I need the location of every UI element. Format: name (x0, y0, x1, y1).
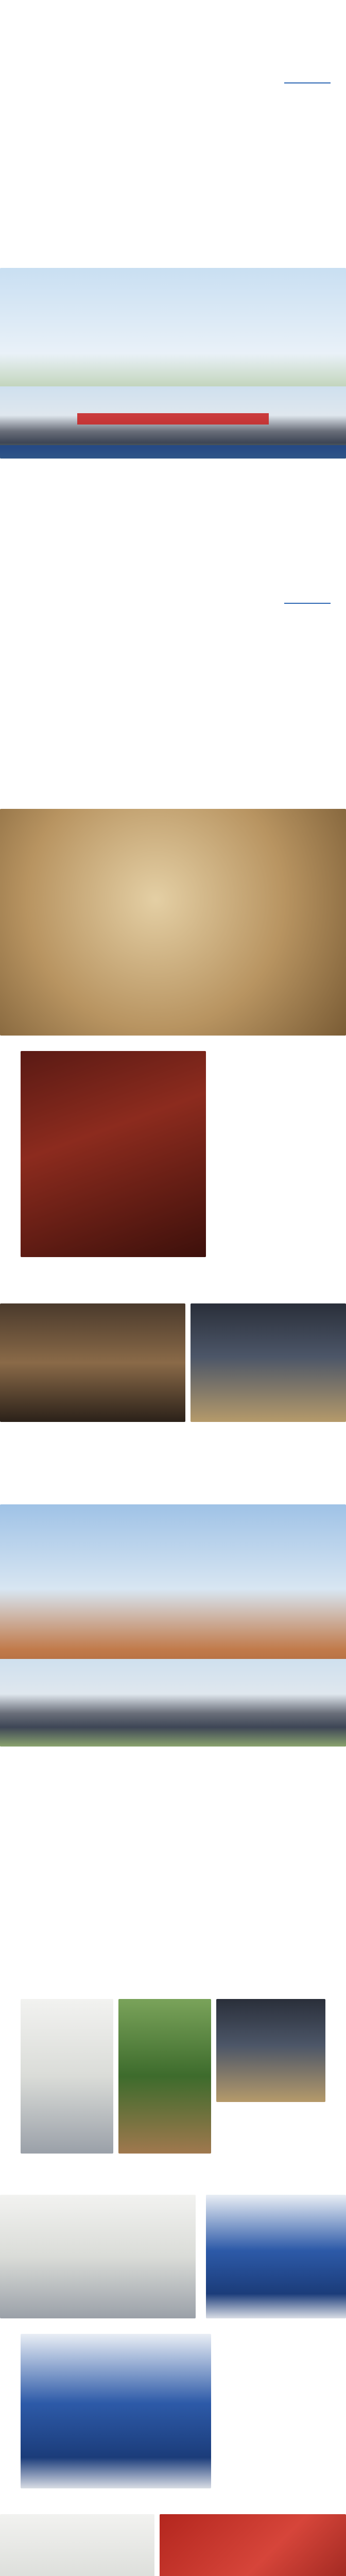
part-2-divider (284, 603, 331, 604)
building-group-crowd (0, 1659, 346, 1747)
exhibit-photo-right (191, 1303, 346, 1422)
exhibit-photo-left (0, 1303, 185, 1422)
museum-interior-image (21, 1051, 206, 1257)
group-photo-building (0, 1504, 346, 1747)
section2-paragraph-4 (13, 1752, 333, 1819)
hall-photo (21, 2334, 211, 2488)
display-photo-1 (0, 2195, 196, 2318)
section1-paragraph-1 (13, 103, 333, 180)
group-photo-banner (77, 413, 269, 425)
group-photo-monument (0, 268, 346, 459)
group-photo-caption (0, 445, 346, 459)
section1-paragraph-2 (13, 185, 333, 247)
historic-collage-image (0, 809, 346, 1036)
part-1-divider (284, 82, 331, 83)
tour-photo-2 (118, 1999, 211, 2154)
red-wall-photo (160, 2514, 346, 2576)
tour-photo-1 (21, 1999, 113, 2154)
section2-paragraph-5 (13, 1824, 333, 1880)
section2-paragraph-6 (13, 1886, 333, 1984)
section2-paragraph-3 (13, 1427, 333, 1473)
exhibit-photo-left-2 (0, 2514, 154, 2576)
tour-photo-3 (216, 1999, 325, 2102)
section2-paragraph-2 (13, 732, 333, 773)
display-photo-2 (206, 2195, 346, 2318)
section2-paragraph-1 (13, 623, 333, 716)
